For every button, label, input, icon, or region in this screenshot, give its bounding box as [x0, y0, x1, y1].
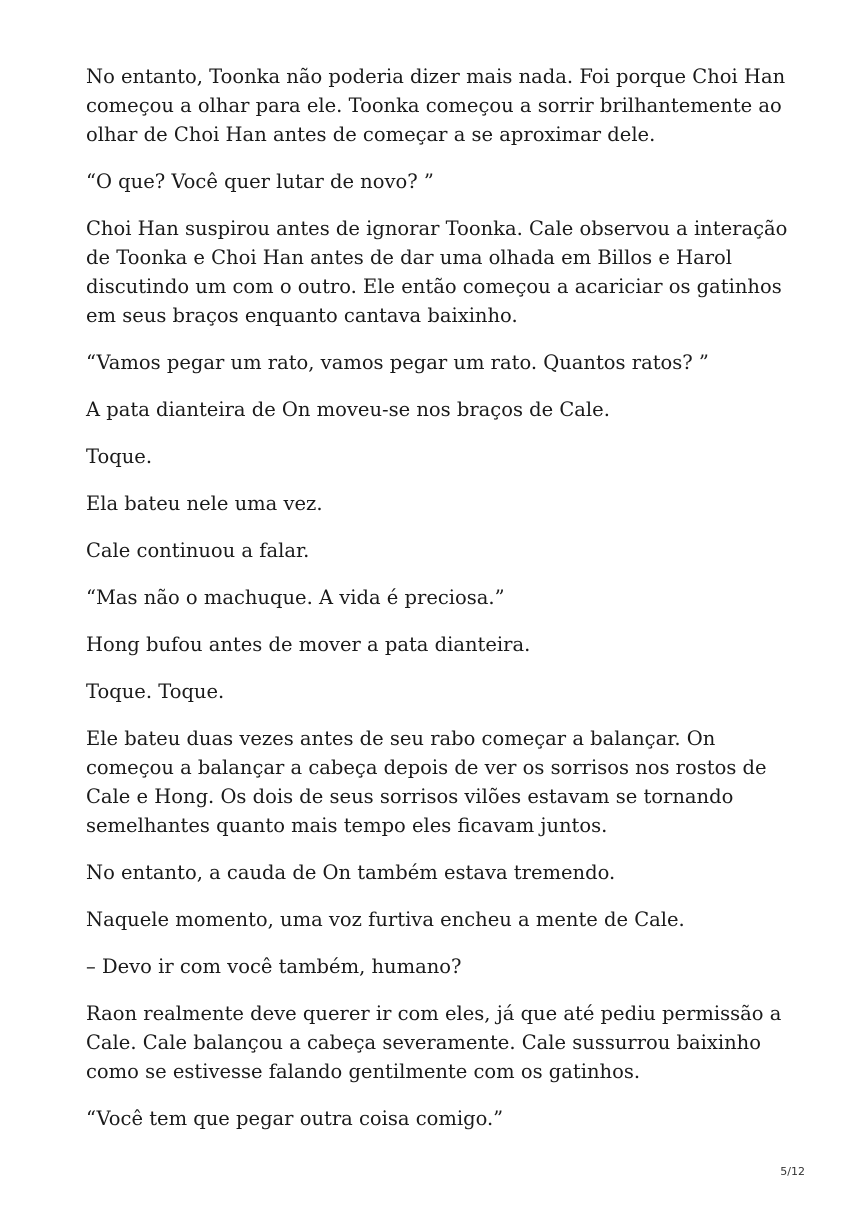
paragraph: Toque. Toque.: [86, 680, 225, 703]
paragraph: – Devo ir com você também, humano?: [86, 955, 462, 978]
paragraph: Ela bateu nele uma vez.: [86, 492, 323, 515]
paragraph: Naquele momento, uma voz furtiva encheu a mente de Cale.: [86, 908, 685, 931]
page-number: 5/12: [780, 1165, 805, 1178]
paragraph: Raon realmente deve querer ir com eles, já que até pediu permissão a Cale. Cale balançou a cabeça severamente. Cale sussurrou baixinho como se estivesse falando gentilmente com os gatinhos.: [86, 1002, 782, 1083]
paragraph: Cale continuou a falar.: [86, 539, 310, 562]
paragraph: “O que? Você quer lutar de novo? ”: [86, 170, 434, 193]
document-body: [86, 62, 796, 1151]
paragraph: A pata dianteira de On moveu-se nos braços de Cale.: [86, 398, 610, 421]
paragraph: Toque.: [86, 445, 153, 468]
paragraph: No entanto, Toonka não poderia dizer mais nada. Foi porque Choi Han começou a olhar para ele. Toonka começou a sorrir brilhantemente ao olhar de Choi Han antes de começar a se aproximar dele.: [86, 65, 786, 146]
paragraph: Hong bufou antes de mover a pata dianteira.: [86, 633, 531, 656]
paragraph: “Você tem que pegar outra coisa comigo.”: [86, 1107, 504, 1130]
paragraph: Ele bateu duas vezes antes de seu rabo começar a balançar. On começou a balançar a cabeça depois de ver os sorrisos nos rostos de Cale e Hong. Os dois de seus sorrisos vilões estavam se tornando semelhantes quanto mais tempo eles ficavam juntos.: [86, 727, 767, 837]
paragraph: “Mas não o machuque. A vida é preciosa.”: [86, 586, 505, 609]
paragraph: Choi Han suspirou antes de ignorar Toonka. Cale observou a interação de Toonka e Choi Han antes de dar uma olhada em Billos e Harol discutindo um com o outro. Ele então começou a acariciar os gatinhos em seus braços enquanto cantava baixinho.: [86, 217, 788, 327]
paragraph: “Vamos pegar um rato, vamos pegar um rato. Quantos ratos? ”: [86, 351, 709, 374]
paragraph: No entanto, a cauda de On também estava tremendo.: [86, 861, 616, 884]
